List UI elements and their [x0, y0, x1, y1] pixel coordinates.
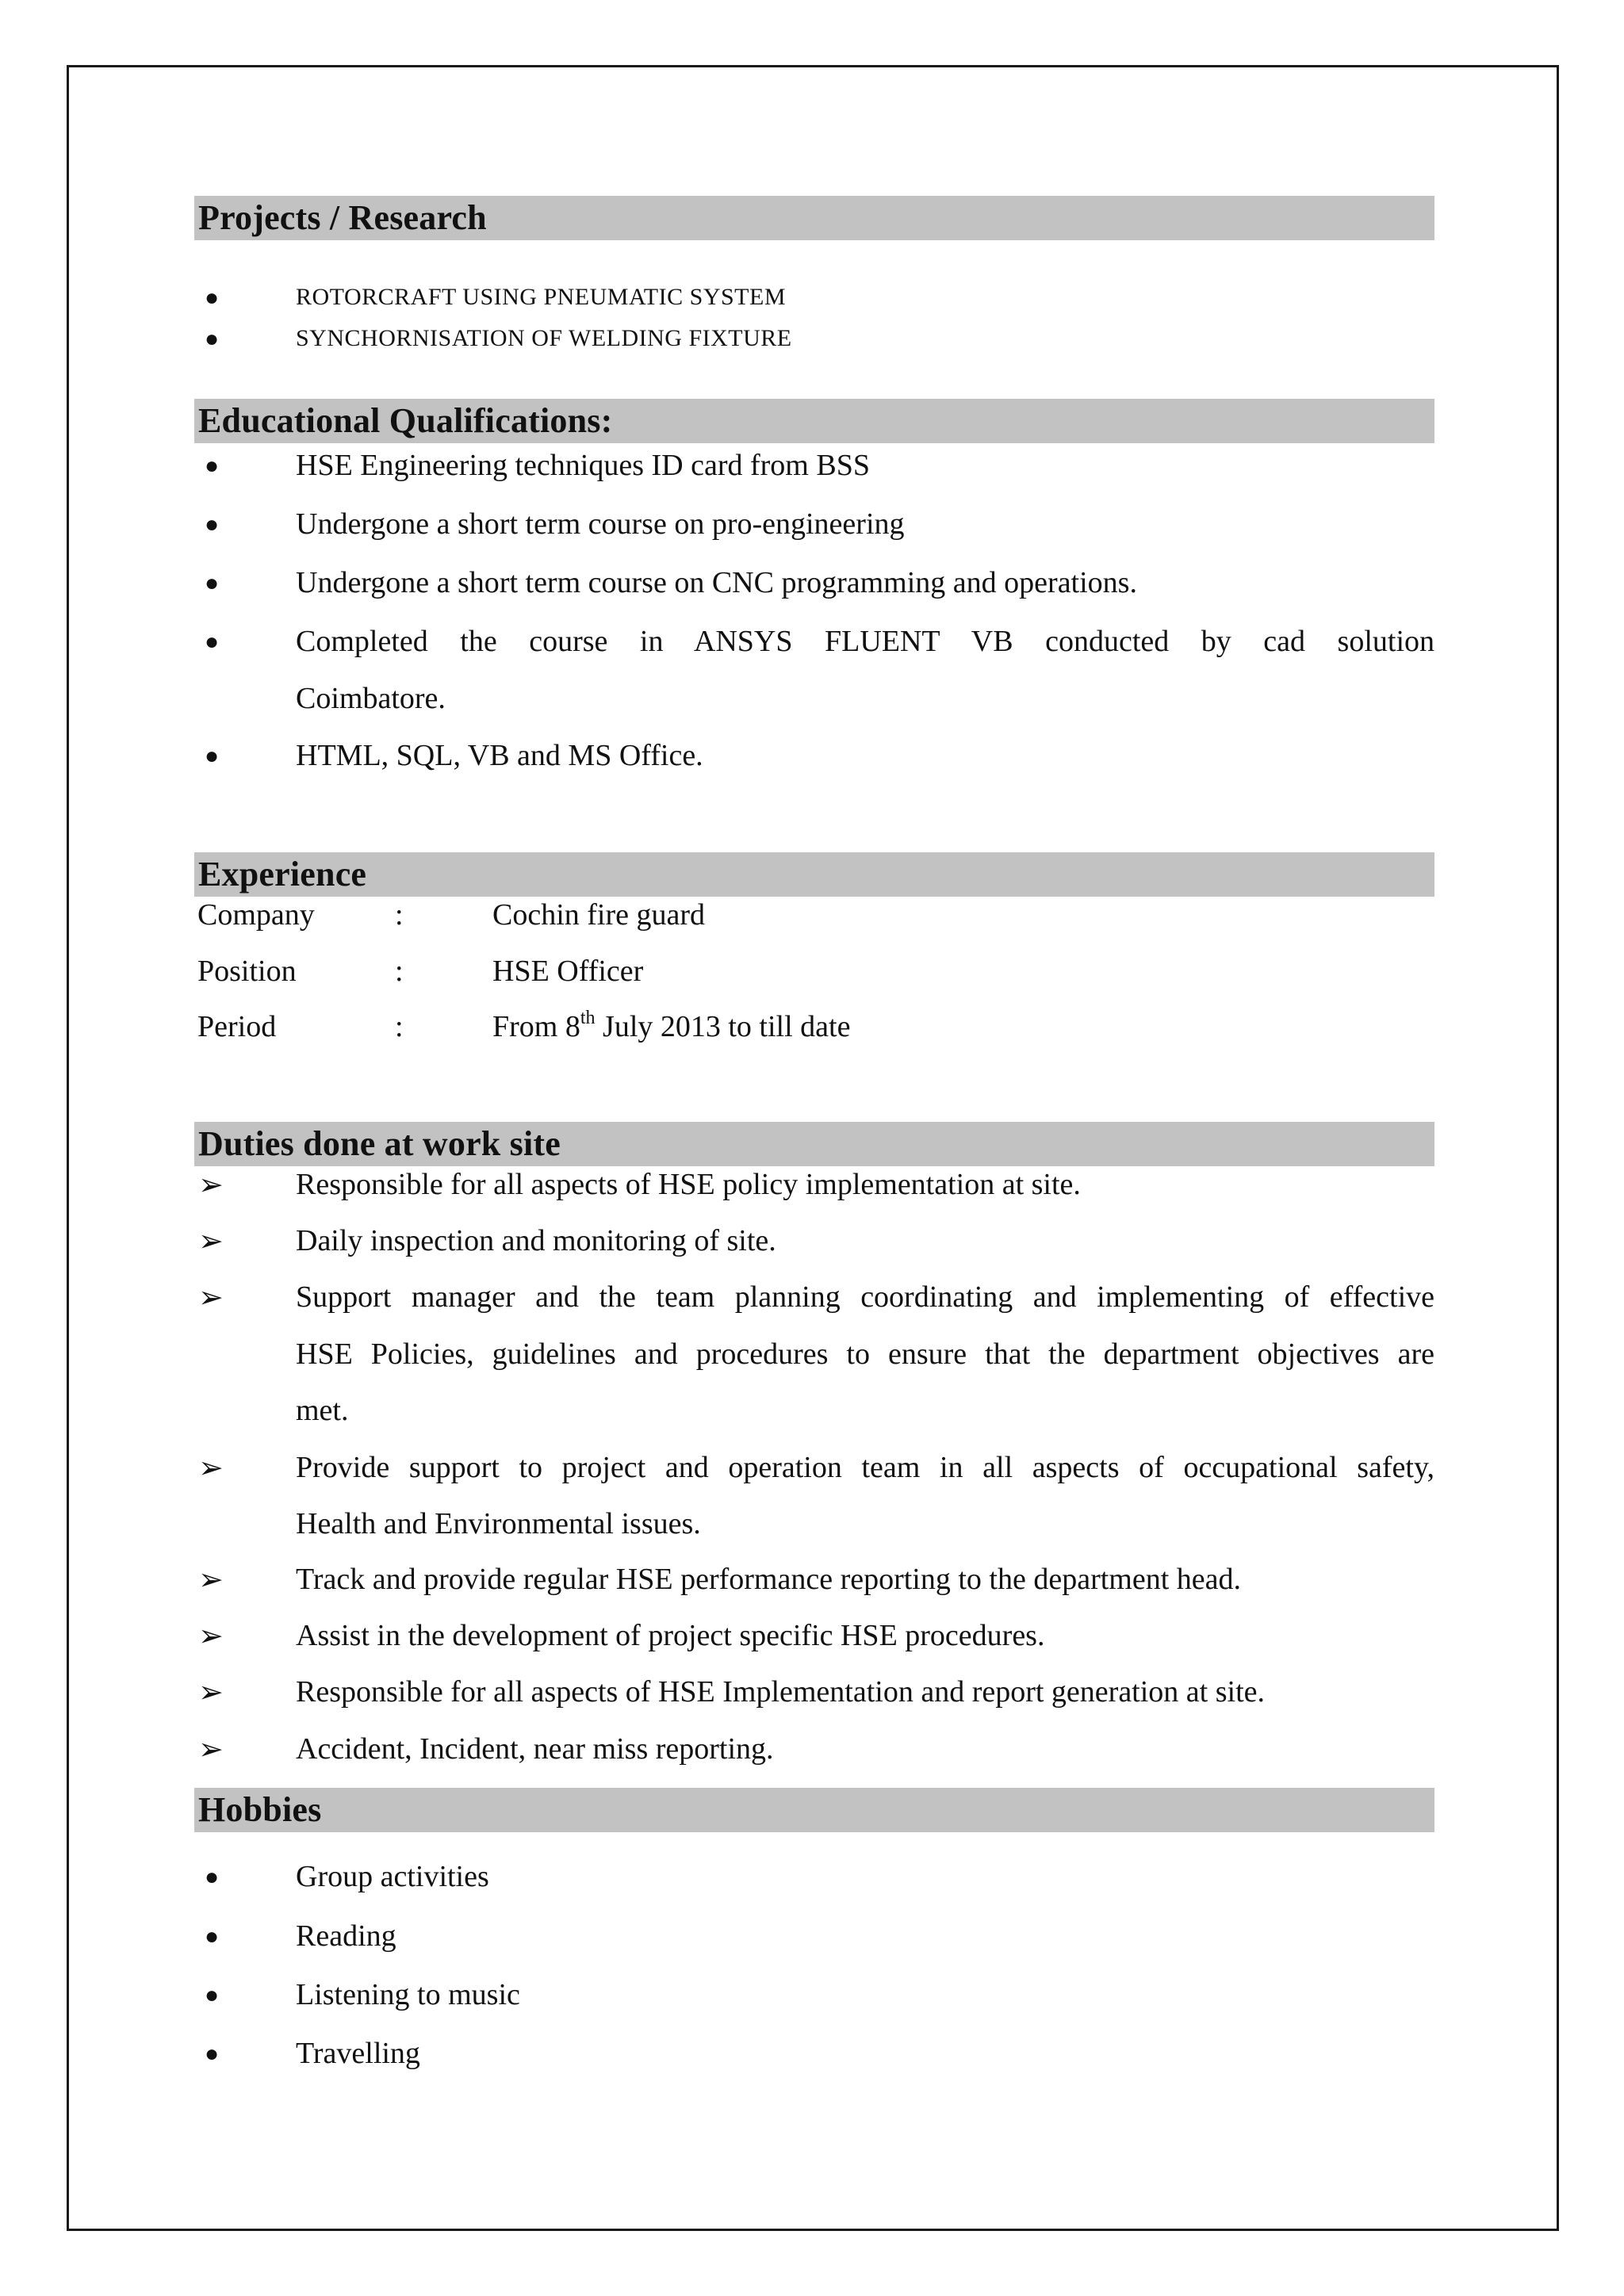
education-item: Undergone a short term course on pro-engineering [296, 507, 905, 541]
bullet-icon: ● [205, 2041, 220, 2067]
duty-item: Responsible for all aspects of HSE policy implementation at site. [296, 1168, 1081, 1201]
education-heading: Educational Qualifications: [194, 399, 1434, 443]
arrow-bullet-icon: ➢ [198, 1450, 224, 1485]
position-label: Position [197, 955, 297, 988]
experience-heading: Experience [194, 852, 1434, 897]
projects-heading: Projects / Research [194, 196, 1434, 240]
bullet-icon: ● [205, 511, 220, 538]
education-item: HSE Engineering techniques ID card from BSS [296, 449, 870, 482]
duty-item: Track and provide regular HSE performance reporting to the department head. [296, 1563, 1242, 1596]
education-item: Undergone a short term course on CNC programming and operations. [296, 566, 1137, 599]
bullet-icon: ● [205, 285, 220, 311]
colon: : [395, 898, 404, 932]
arrow-bullet-icon: ➢ [198, 1562, 224, 1597]
colon: : [395, 955, 404, 988]
company-value: Cochin fire guard [492, 898, 706, 932]
colon: : [395, 1010, 404, 1043]
duty-item: Support manager and the team planning coordinating and implementing of effective [296, 1280, 1434, 1314]
hobby-item: Listening to music [296, 1978, 520, 2011]
period-value [492, 1008, 851, 1043]
duty-item-continued: Health and Environmental issues. [296, 1507, 701, 1540]
bullet-icon: ● [205, 1982, 220, 2008]
bullet-icon: ● [205, 743, 220, 769]
company-label: Company [197, 898, 315, 932]
bullet-icon: ● [205, 629, 220, 655]
period-label: Period [197, 1010, 277, 1043]
project-item: SYNCHORNISATION OF WELDING FIXTURE [296, 325, 792, 351]
bullet-icon: ● [205, 1864, 220, 1890]
period-superscript: th [580, 1008, 596, 1028]
education-item-continued: Coimbatore. [296, 682, 446, 715]
duty-item-continued: HSE Policies, guidelines and procedures to ensure that the department objectives are [296, 1337, 1434, 1371]
bullet-icon: ● [205, 453, 220, 479]
duty-item-continued: met. [296, 1394, 349, 1427]
hobbies-heading: Hobbies [194, 1788, 1434, 1832]
duty-item: Assist in the development of project specific HSE procedures. [296, 1619, 1045, 1652]
hobby-item: Travelling [296, 2037, 420, 2070]
position-value: HSE Officer [492, 955, 644, 988]
education-item: Completed the course in ANSYS FLUENT VB conducted by cad solution [296, 625, 1434, 658]
education-item: HTML, SQL, VB and MS Office. [296, 739, 703, 772]
project-item: ROTORCRAFT USING PNEUMATIC SYSTEM [296, 284, 786, 310]
bullet-icon: ● [205, 570, 220, 596]
period-prefix: From 8 [492, 1010, 580, 1043]
bullet-icon: ● [205, 326, 220, 352]
duty-item: Daily inspection and monitoring of site. [296, 1224, 776, 1257]
arrow-bullet-icon: ➢ [198, 1732, 224, 1766]
arrow-bullet-icon: ➢ [198, 1674, 224, 1709]
duty-item: Provide support to project and operation team in all aspects of occupational safety, [296, 1451, 1434, 1484]
duties-heading: Duties done at work site [194, 1122, 1434, 1166]
duty-item: Accident, Incident, near miss reporting. [296, 1732, 774, 1766]
hobby-item: Group activities [296, 1860, 489, 1893]
bullet-icon: ● [205, 1923, 220, 1950]
arrow-bullet-icon: ➢ [198, 1280, 224, 1314]
duty-item: Responsible for all aspects of HSE Implementation and report generation at site. [296, 1675, 1265, 1709]
period-suffix: July 2013 to till date [595, 1010, 851, 1043]
hobby-item: Reading [296, 1919, 396, 1953]
arrow-bullet-icon: ➢ [198, 1618, 224, 1653]
arrow-bullet-icon: ➢ [198, 1223, 224, 1258]
arrow-bullet-icon: ➢ [198, 1167, 224, 1202]
